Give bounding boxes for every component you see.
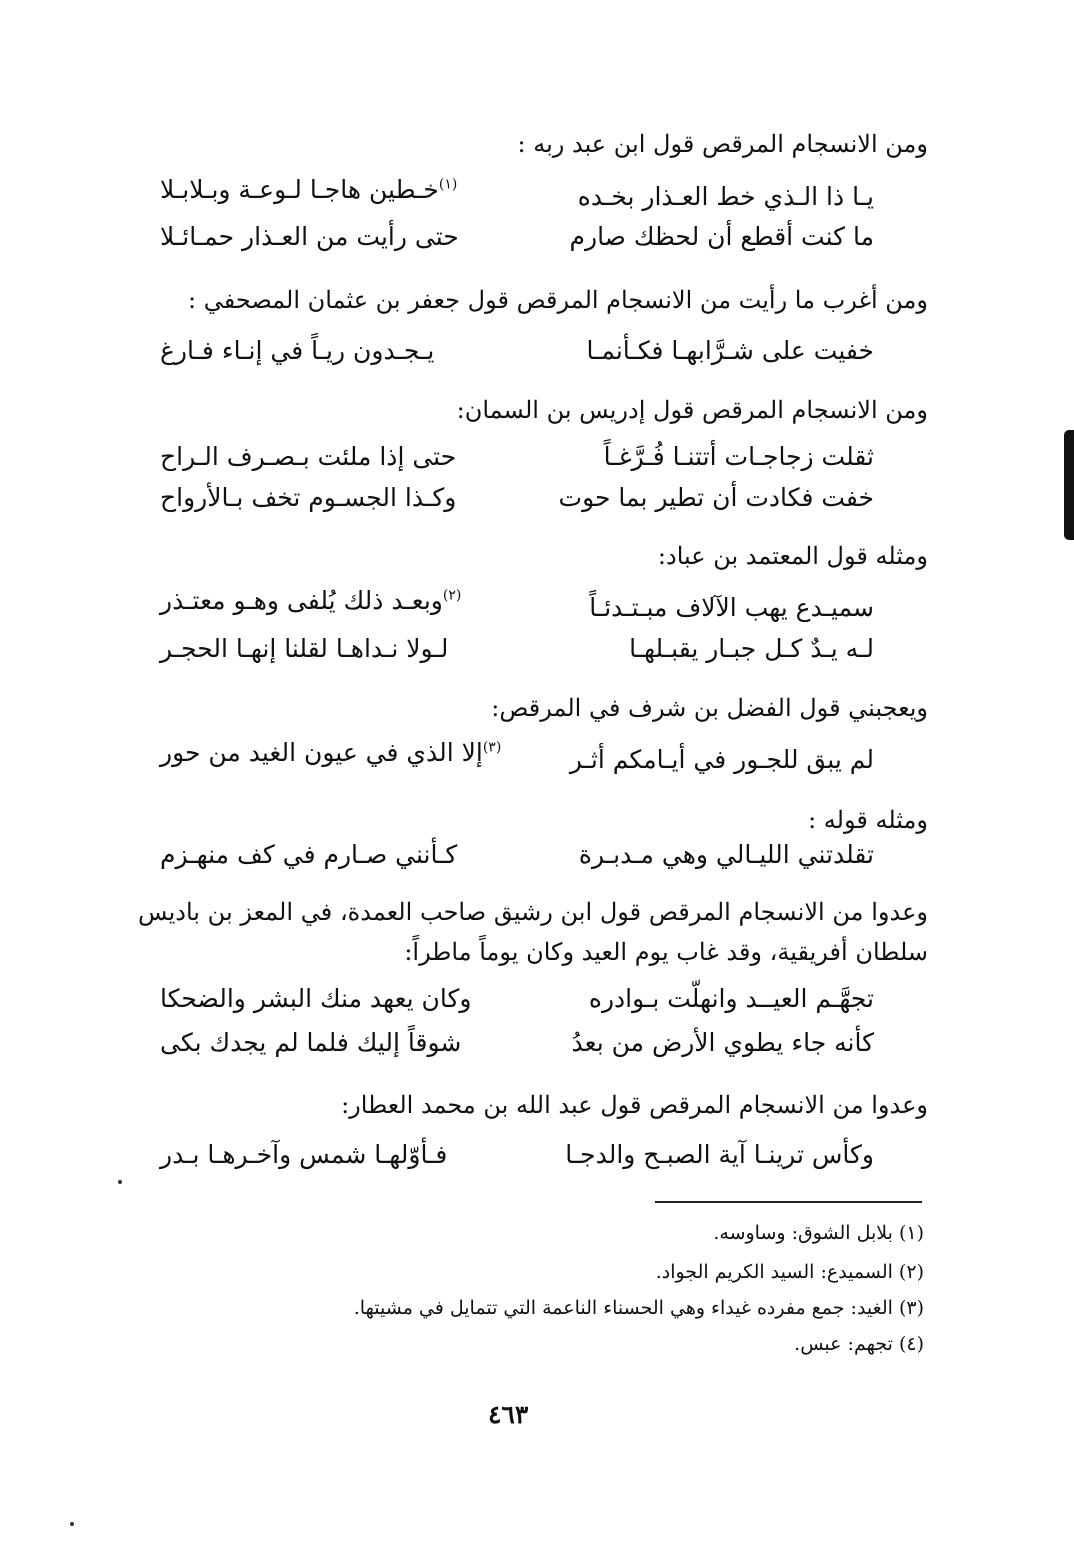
verse-12-first-hemistich: وكأس ترينـا آية الصبـح والدجـا	[565, 1140, 874, 1169]
scan-speck	[118, 1180, 122, 1184]
scan-binding-shadow	[1064, 430, 1074, 540]
verse-2-second-hemistich: حتى رأيت من العـذار حمـائـلا	[160, 222, 459, 251]
footnote-separator	[655, 1201, 922, 1203]
verse-7-second-hemistich: لـولا نـداهـا لقلنا إنهـا الحجـر	[160, 634, 449, 663]
verse-11-second-hemistich: شوقاً إليك فلما لم يجدك بكى	[160, 1028, 462, 1057]
intro-paragraph-1: ومن الانسجام المرقص قول ابن عبد ربه :	[517, 130, 928, 158]
intro-paragraph-7: وعدوا من الانسجام المرقص قول ابن رشيق صاحب العمدة، في المعز بن باديس سلطان أفريقية، وقد غاب يوم العيد وكان يوماً ماطراً:	[138, 898, 928, 966]
verse-7-first-hemistich: لـه يـدٌ كـل جبـار يقبـلهـا	[629, 634, 874, 663]
footnote-3: (٣) الغيد: جمع مفرده غيداء وهي الحسناء الناعمة التي تتمايل في مشيتها.	[353, 1297, 924, 1319]
verse-8-first-hemistich: لم يبق للجـور في أيـامكم أثـر	[569, 745, 874, 774]
verse-9-second-hemistich: كـأنني صـارم في كف منهـزم	[160, 840, 458, 869]
verse-5-second-hemistich: وكـذا الجسـوم تخف بـالأرواح	[160, 483, 457, 512]
verse-1-first-hemistich: يـا ذا الـذي خط العـذار بخـده	[577, 182, 874, 211]
verse-6-second-text: وبعـد ذلك يُلفى وهـو معتـذر	[160, 586, 443, 615]
footnote-4: (٤) تجهم: عبس.	[794, 1333, 924, 1355]
footnote-marker-2: (٢)	[442, 587, 462, 604]
verse-6-first-hemistich: سميـدع يهب الآلاف مبـتـدئـاً	[589, 593, 874, 622]
verse-3-second-hemistich: يـجـدون ريـاً في إنـاء فـارغ	[160, 336, 435, 365]
verse-10-second-hemistich: وكان يعهد منك البشر والضحكا	[160, 984, 472, 1013]
intro-paragraph-3: ومن الانسجام المرقص قول إدريس بن السمان:	[456, 396, 928, 424]
scan-speck	[70, 1522, 74, 1526]
verse-3-first-hemistich: خفيت على شـرَّابهـا فكـأنمـا	[586, 336, 874, 365]
footnote-marker-1: (١)	[438, 176, 458, 193]
footnote-2: (٢) السميدع: السيد الكريم الجواد.	[655, 1261, 924, 1283]
verse-8-second-hemistich	[160, 738, 501, 767]
intro-paragraph-2: ومن أغرب ما رأيت من الانسجام المرقص قول جعفر بن عثمان المصحفي :	[187, 286, 928, 314]
verse-1-second-text: خـطين هاجـا لـوعـة وبـلابـلا	[160, 175, 439, 204]
verse-2-first-hemistich: ما كنت أقطع أن لحظك صارم	[569, 222, 874, 251]
verse-8-second-text: إلا الذي في عيون الغيد من حور	[160, 738, 483, 767]
verse-1-second-hemistich	[160, 175, 457, 204]
verse-10-first-hemistich: تجهَّـم العيــد وانهلّت بـوادره	[588, 984, 874, 1013]
verse-5-first-hemistich: خفت فكادت أن تطير بما حوت	[558, 483, 874, 512]
footnote-marker-3: (٣)	[482, 739, 502, 756]
page-number: ٤٦٣	[488, 1400, 529, 1429]
intro-paragraph-4: ومثله قول المعتمد بن عباد:	[657, 542, 928, 570]
footnote-1: (١) بلابل الشوق: وساوسه.	[713, 1222, 924, 1244]
verse-6-second-hemistich	[160, 586, 461, 615]
verse-12-second-hemistich: فـأوّلهـا شمس وآخـرهـا بـدر	[160, 1140, 448, 1169]
verse-9-first-hemistich: تقلدتني الليـالي وهي مـدبـرة	[578, 840, 874, 869]
intro-paragraph-6: ومثله قوله :	[808, 806, 928, 834]
verse-11-first-hemistich: كأنه جاء يطوي الأرض من بعدُ	[571, 1028, 874, 1057]
verse-4-second-hemistich: حتى إذا ملئت بـصـرف الـراح	[160, 442, 457, 471]
verse-4-first-hemistich: ثقلت زجاجـات أتتنـا فُـرَّغـاً	[603, 442, 874, 471]
intro-paragraph-8: وعدوا من الانسجام المرقص قول عبد الله بن محمد العطار:	[341, 1091, 928, 1119]
intro-paragraph-5: ويعجبني قول الفضل بن شرف في المرقص:	[491, 694, 928, 722]
